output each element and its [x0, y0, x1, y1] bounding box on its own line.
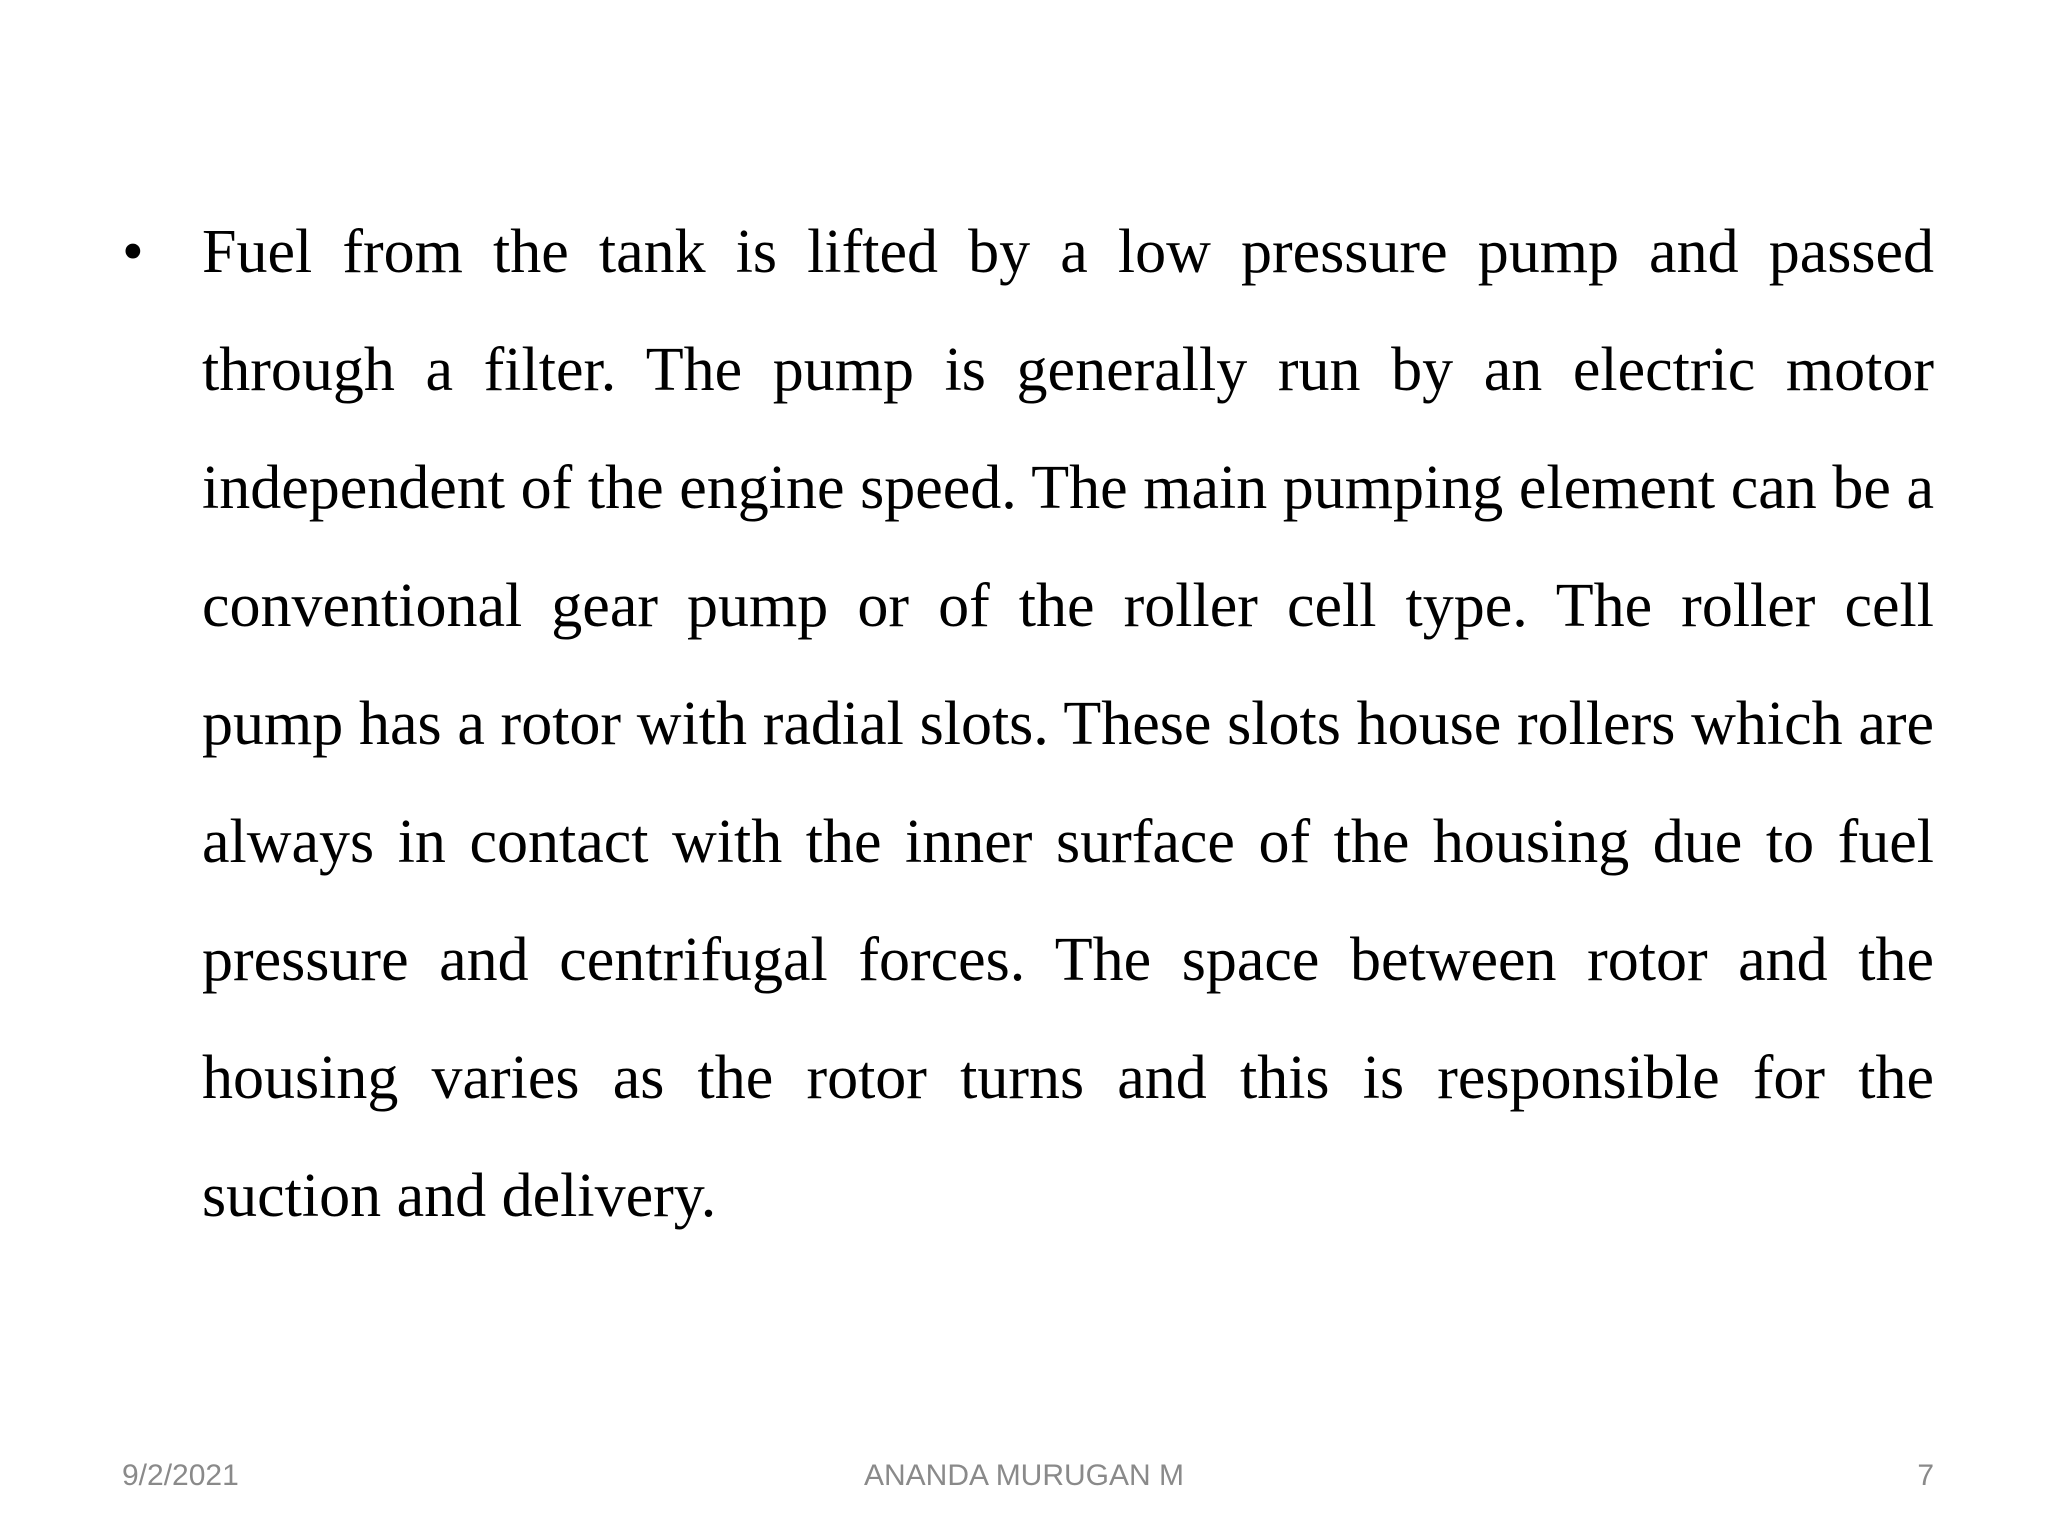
- footer-author: ANANDA MURUGAN M: [863, 1459, 1185, 1492]
- slide-body: [122, 193, 1934, 1255]
- bullet-text: Fuel from the tank is lifted by a low pressure pump and passed through a filter. The pump is generally run by an electric motor independent of the engine speed. The main pumping element can be a conventional gear pump or of the roller cell type. The roller cell pump has a rotor with radial slots. These slots house rollers which are always in contact with the inner surface of the housing due to fuel pressure and centrifugal forces. The space between rotor and the housing varies as the rotor turns and this is responsible for the suction and delivery.: [202, 218, 1934, 1230]
- bullet-icon: •: [122, 218, 144, 286]
- footer-date: 9/2/2021: [122, 1459, 239, 1492]
- bullet-item: [122, 193, 1934, 1255]
- footer-page-number: 7: [1917, 1459, 1934, 1492]
